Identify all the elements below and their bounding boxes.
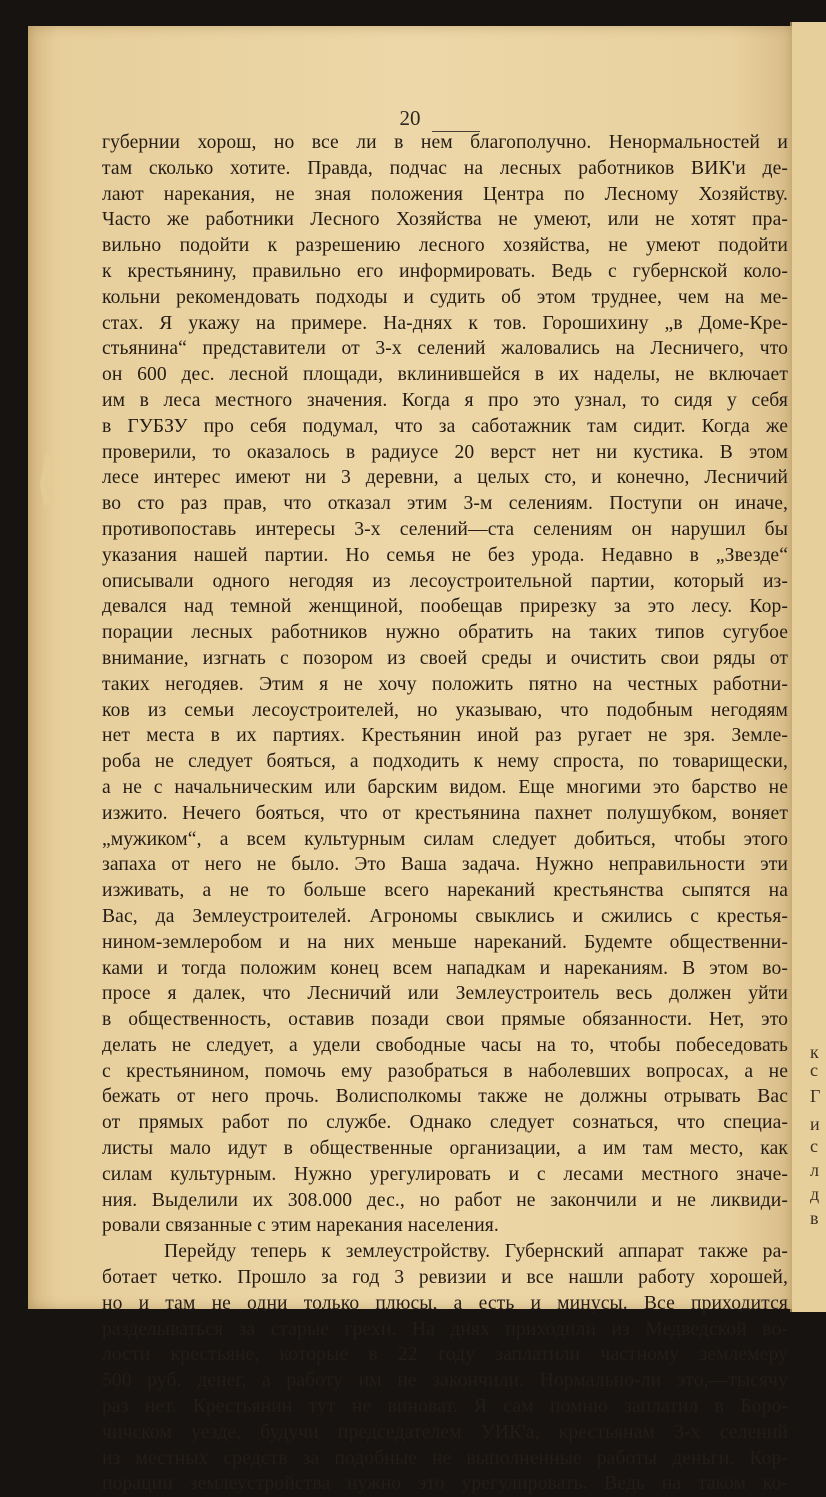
text-line: кольни рекомендовать подходы и судить об этом труднее, чем на ме- xyxy=(102,286,788,308)
text-line: в ГУБЗУ про себя подумал, что за саботажник там сидит. Когда же xyxy=(102,415,788,437)
text-line: Часто же работники Лесного Хозяйства не умеют, или не хотят пра- xyxy=(102,209,788,231)
text-line: внимание, изгнать с позором из своей среды и очистить свои ряды от xyxy=(102,647,788,669)
text-line: изжито. Нечего бояться, что от крестьянина пахнет полушубком, воняет xyxy=(102,802,788,824)
text-line: порации лесных работников нужно обратить на таких типов сугубое xyxy=(102,622,788,644)
text-line: стах. Я укажу на примере. На-днях к тов. Горошихину „в Доме-Кре- xyxy=(102,312,788,334)
text-line: он 600 дес. лесной площади, вклинившейся в их наделы, не включает xyxy=(102,364,788,386)
text-line: им в леса местного значения. Когда я про это узнал, то сидя у себя xyxy=(102,389,788,411)
text-line: таких негодяев. Этим я не хочу положить пятно на честных работни- xyxy=(102,673,788,695)
text-line: „мужиком“, а всем культурным силам следует добиться, чтобы этого xyxy=(102,828,788,850)
text-line: просе я далек, что Лесничий или Землеустроитель весь должен уйти xyxy=(102,983,788,1005)
next-page-fragment: с xyxy=(810,1136,818,1156)
text-line: девался над темной женщиной, пообещав прирезку за это лесу. Кор- xyxy=(102,596,788,618)
text-line: вильно подойти к разрешению лесного хозяйства, не умеют подойти xyxy=(102,235,788,257)
text-line: от прямых работ по службе. Однако следует сознаться, что специа- xyxy=(102,1112,788,1134)
text-line: губернии хорош, но все ли в нем благополучно. Ненормальностей и xyxy=(102,132,788,153)
text-line: из местных средств за подобные не выполненные работы деньги. Кор- xyxy=(102,1447,788,1469)
text-line: порации землеустройства нужно это урегулировать. Ведь на таком ко- xyxy=(102,1473,788,1495)
text-line: лесе интерес имеют ни 3 деревни, а целых сто, и конечно, Лесничий xyxy=(102,467,788,489)
text-line: проверили, то оказалось в радиусе 20 верст нет ни кустика. В этом xyxy=(102,441,788,463)
text-line: в общественность, оставив позади свои прямые обязанности. Нет, это xyxy=(102,1009,788,1031)
text-line: ния. Выделили их 308.000 дес., но работ не закончили и не ликвиди- xyxy=(102,1189,788,1211)
text-line: запаха от него не было. Это Ваша задача. Нужно неправильности эти xyxy=(102,854,788,876)
text-line: роба не следует бояться, а подходить к нему спроста, по товарищески, xyxy=(102,751,788,773)
text-line: делать не следует, а удели свободные часы на то, чтобы побеседовать xyxy=(102,1034,788,1056)
text-line: бежать от него прочь. Волисполкомы также не должны отрывать Вас xyxy=(102,1086,788,1108)
text-line: а не с начальническим или барским видом. Еще многими это барство не xyxy=(102,776,788,798)
text-line: силам культурным. Нужно урегулировать и с лесами местного значе- xyxy=(102,1163,788,1185)
next-page-fragment: с xyxy=(810,1060,818,1080)
text-line: раз нет. Крестьянин тут не виноват. Я сам помню заплатил в Боро- xyxy=(102,1396,788,1418)
next-page-fragment: д xyxy=(810,1184,820,1204)
text-line-paragraph-end: ровали связанные с этим нарекания населения. xyxy=(102,1215,499,1237)
next-page-fragment: в xyxy=(810,1208,819,1228)
text-line: листы мало идут в общественные организации, а им там место, как xyxy=(102,1138,788,1160)
text-line: нином-землеробом и на них меньше нареканий. Будемте общественни- xyxy=(102,931,788,953)
text-line: лают нарекания, не зная положения Центра по Лесному Хозяйству. xyxy=(102,183,788,205)
adjacent-page-edge xyxy=(790,22,826,1312)
text-line-paragraph-start: Перейду теперь к землеустройству. Губернский аппарат также ра- xyxy=(164,1241,788,1263)
next-page-fragment: к xyxy=(810,1042,819,1062)
text-line: Вас, да Землеустроителей. Агрономы свыклись и сжились с крестья- xyxy=(102,905,788,927)
text-line: с крестьянином, помочь ему разобраться в наболевших вопросах, а не xyxy=(102,1060,788,1082)
text-line: но и там не одни только плюсы, а есть и минусы. Все приходится xyxy=(102,1292,788,1314)
text-line: нет места в их партиях. Крестьянин иной раз ругает не зря. Земле- xyxy=(102,725,788,747)
text-line: ботает четко. Прошло за год 3 ревизии и все нашли работу хорошей, xyxy=(102,1267,788,1289)
text-line: лости крестьяне, которые в 22 году заплатили частному землемеру xyxy=(102,1344,788,1366)
next-page-fragment: Г xyxy=(810,1086,821,1106)
text-line: противопоставь интересы 3-х селений—ста селениям он нарушил бы xyxy=(102,518,788,540)
text-line: 500 руб. денег, а работу им не закончили. Нормально-ли это,—тысячу xyxy=(102,1370,788,1392)
text-line: указания нашей партии. Но семья не без урода. Недавно в „Звезде“ xyxy=(102,544,788,566)
text-line: разделываться за старые грехи. На днях приходили из Медведской во- xyxy=(102,1318,788,1340)
body-text xyxy=(102,130,788,1497)
text-line: к крестьянину, правильно его информировать. Ведь с губернской коло- xyxy=(102,260,788,282)
next-page-fragment: л xyxy=(810,1160,819,1180)
text-line: стьянина“ представители от 3-х селений жаловались на Лесничего, что xyxy=(102,338,788,360)
page-number: 20 xyxy=(399,106,421,130)
text-line: чичском уезде, будучи председателем УИК'а, крестьянам 3-х селений xyxy=(102,1421,788,1443)
torn-edge xyxy=(40,454,54,506)
text-line: ками и тогда положим конец всем нападкам и нареканиям. В этом во- xyxy=(102,957,788,979)
text-line: изживать, а не то больше всего нареканий крестьянства сыпятся на xyxy=(102,880,788,902)
text-line: во сто раз прав, что отказал этим 3-м селениям. Поступи он иначе, xyxy=(102,493,788,515)
next-page-fragment: и xyxy=(810,1114,820,1134)
text-line: там сколько хотите. Правда, подчас на лесных работников ВИК'и де- xyxy=(102,157,788,179)
text-line: описывали одного негодяя из лесоустроительной партии, который из- xyxy=(102,570,788,592)
text-line: ков из семьи лесоустроителей, но указываю, что подобным негодяям xyxy=(102,699,788,721)
